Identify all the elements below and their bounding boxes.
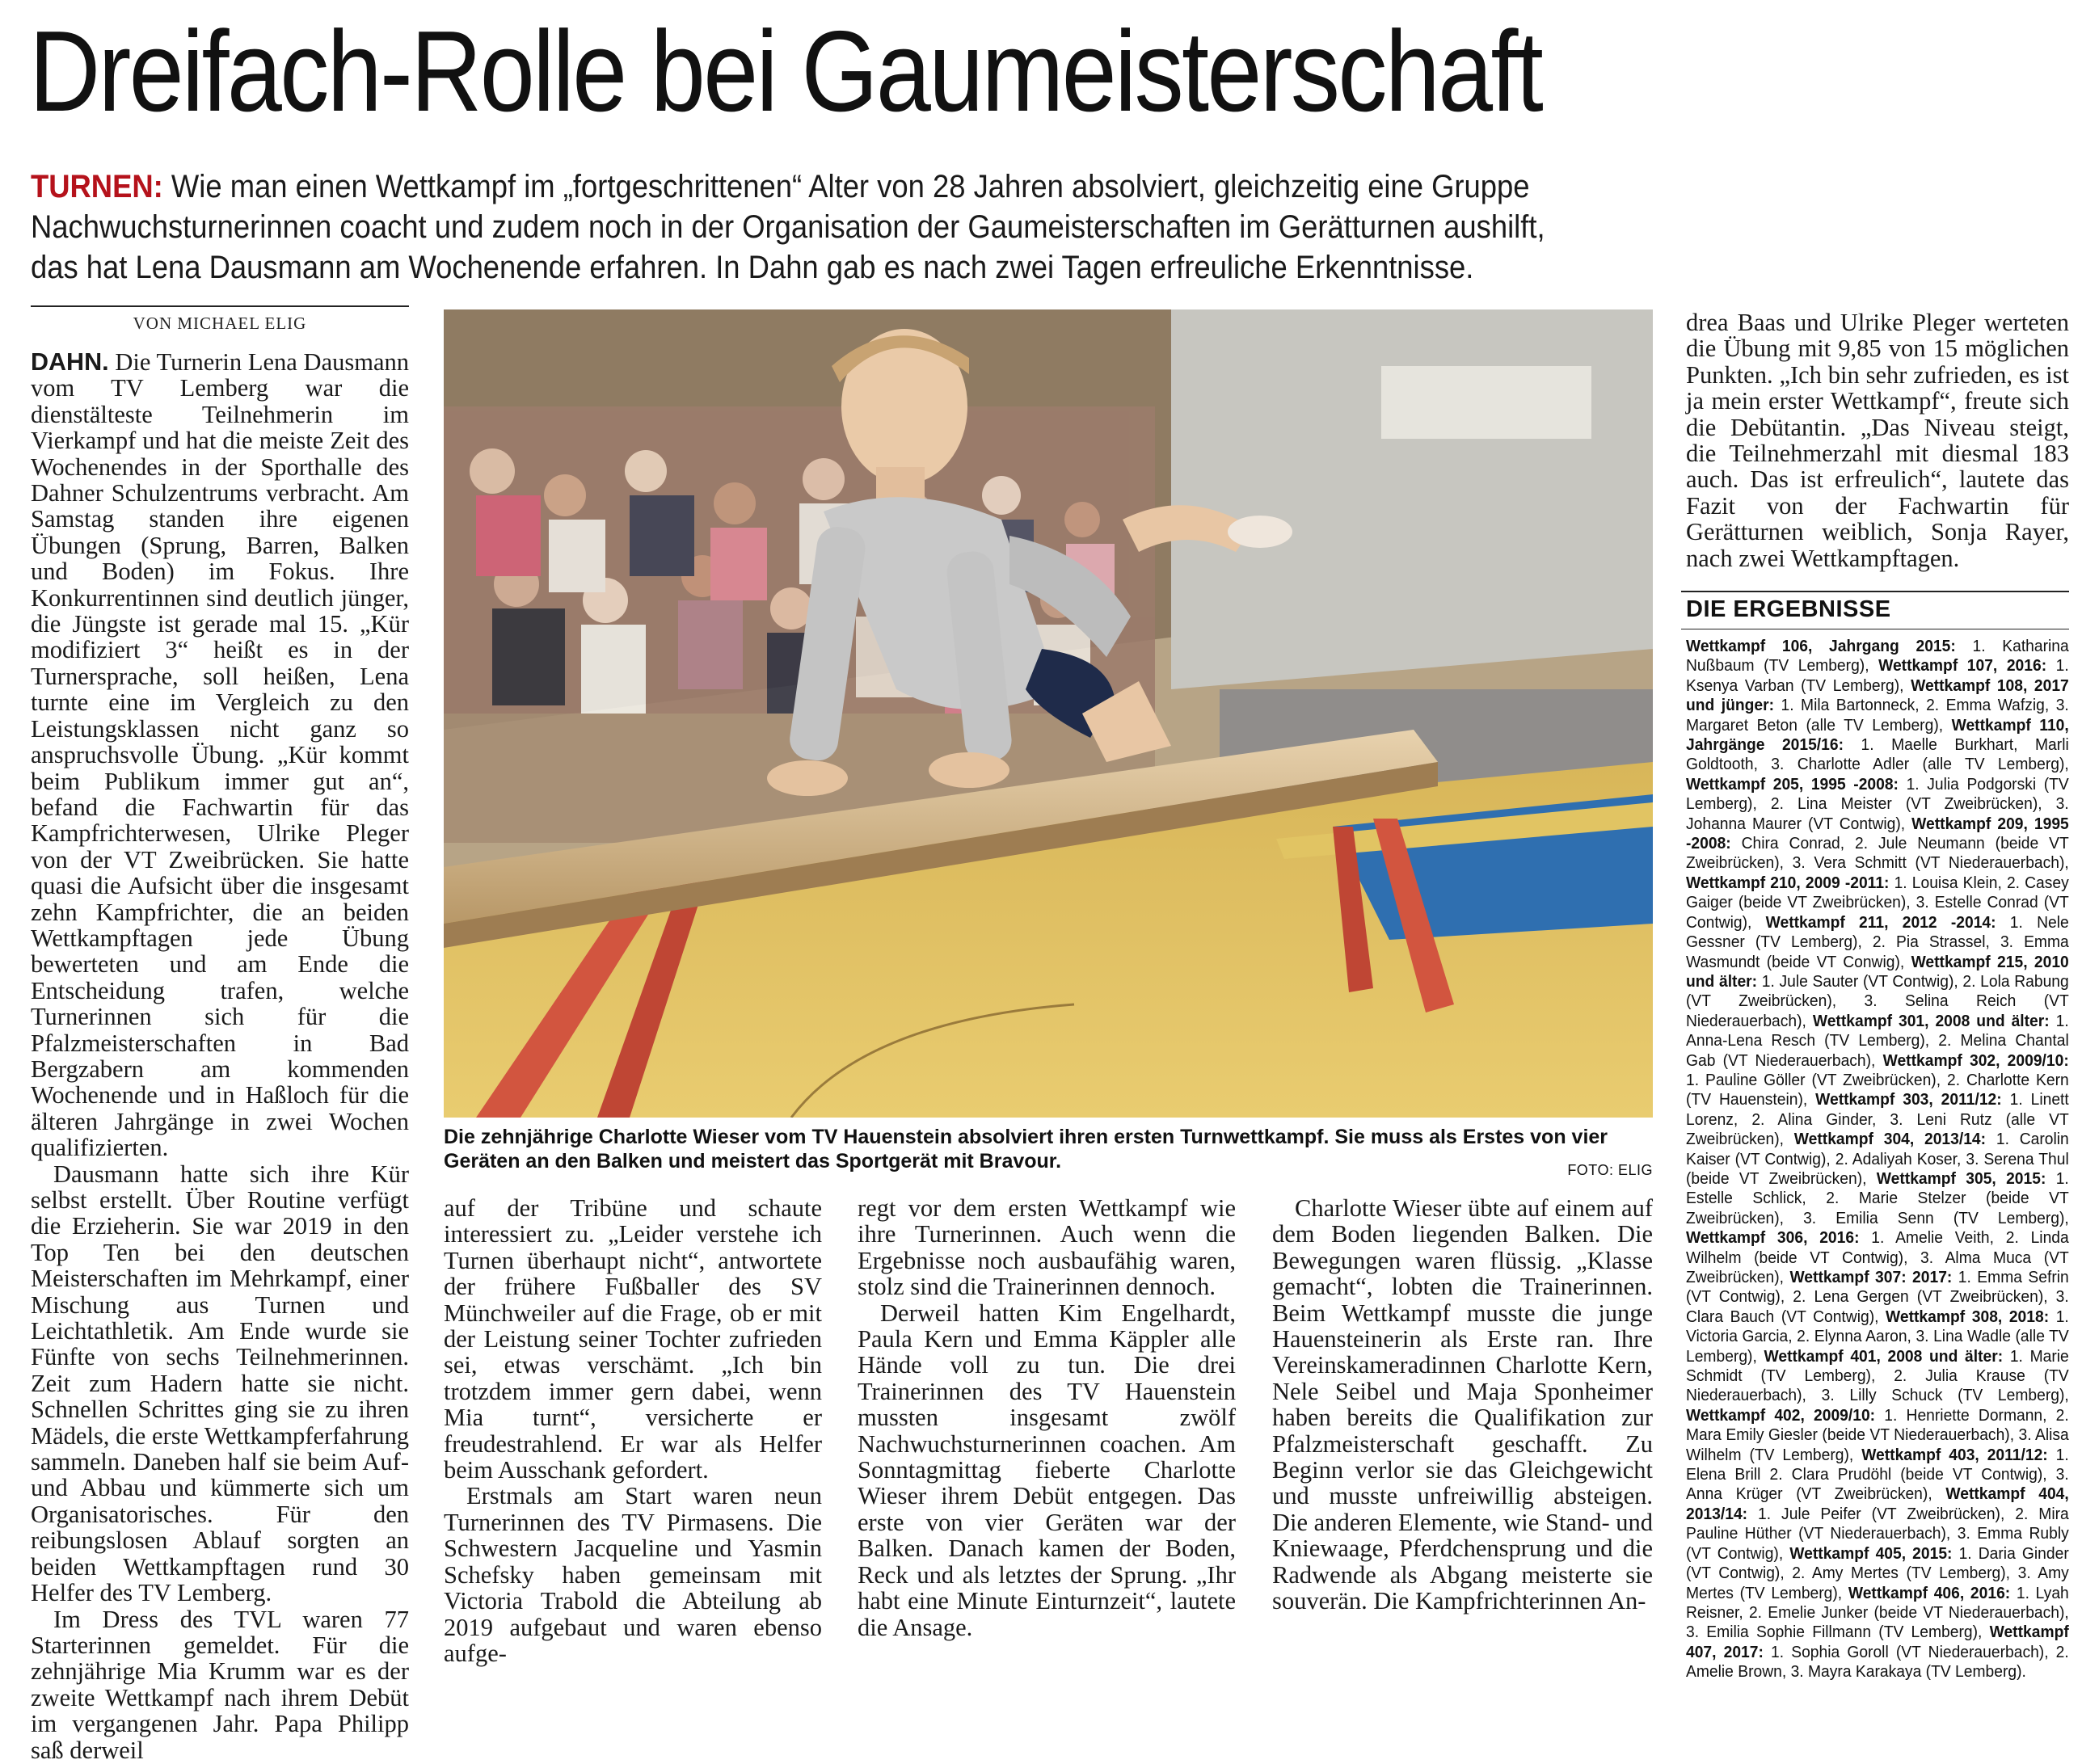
article-column-1 bbox=[31, 349, 409, 1763]
result-text: 1. Nele Gessner (TV Lemberg), 2. Pia Strassel, 3. Emma Wasmundt (beide VT Conwig), bbox=[1686, 912, 2069, 971]
result-label: Wettkampf 405, 2015: bbox=[1789, 1543, 1953, 1563]
result-label: Wettkampf 404, 2013/14: bbox=[1686, 1484, 2069, 1523]
byline: VON MICHAEL ELIG bbox=[133, 314, 307, 333]
gymnast-photo bbox=[444, 309, 1653, 1118]
result-label: Wettkampf 406, 2016: bbox=[1848, 1583, 2011, 1602]
result-label: Wettkampf 303, 2011/12: bbox=[1815, 1090, 2002, 1109]
result-text: 1. Lyah Reisner, 2. Emelie Junker (beide VT Niederauerbach), 3. Emilia Sophie Fillmann (TV Lemberg), bbox=[1686, 1583, 2069, 1642]
result-text: 1. Jule Sauter (VT Contwig), 2. Lola Rabung (VT Zweibrücken), 3. Selina Reich (VT Niederauerbach), bbox=[1686, 971, 2069, 1030]
results-list bbox=[1686, 637, 2069, 1682]
result-text: 1. Maelle Burkhart, Marli Goldtooth, 3. Charlotte Adler (alle TV Lemberg), bbox=[1686, 735, 2069, 774]
paragraph: drea Baas und Ulrike Pleger werteten die Übung mit 9,85 von 15 möglichen Punkten. „Ich bin sehr zufrieden, es ist ja mein erster Wettkampf“, freute sich die Debütantin. „Das Niveau steigt, die Teilnehmerzahl mit diesmal 183 auch. Das ist erfreulich“, lautete das Fazit von der Fachwartin für Gerätturnen weiblich, Sonja Rayer, nach zwei Wettkampftagen. bbox=[1686, 309, 2069, 572]
result-label: Wettkampf 209, 1995 -2008: bbox=[1686, 814, 2069, 853]
dateline: DAHN. bbox=[31, 348, 109, 376]
intro-text-1: Wie man einen Wettkampf im „fortgeschrittenen“ Alter von 28 Jahren absolviert, gleichzeitig eine Gruppe bbox=[171, 169, 1530, 204]
paragraph: Im Dress des TVL waren 77 Starterinnen gemeldet. Für die zehnjährige Mia Krumm war es der zweite Wettkampf nach ihrem Debüt im vergangenen Jahr. Papa Philipp saß derweil bbox=[31, 1605, 409, 1764]
paragraph: regt vor dem ersten Wettkampf wie ihre Turnerinnen. Auch wenn die Ergebnisse noch ausbaufähig waren, stolz sind die Trainerinnen dennoch. bbox=[858, 1194, 1236, 1301]
result-label: Wettkampf 304, 2013/14: bbox=[1793, 1130, 1987, 1149]
result-label: Wettkampf 205, 1995 -2008: bbox=[1686, 774, 1899, 794]
result-text: 1. Mila Bartonneck, 2. Emma Wafzig, 3. Margaret Beton (alle TV Lemberg), bbox=[1686, 696, 2069, 735]
result-text: 1. Daria Ginder (VT Contwig), 2. Amy Mertes (TV Lemberg), 3. Amy Mertes (TV Lemberg), bbox=[1686, 1543, 2069, 1602]
result-label: Wettkampf 210, 2009 -2011: bbox=[1686, 873, 1890, 892]
result-text: 1. Anna-Lena Resch (TV Lemberg), 2. Melina Chantal Gab (VT Niederauerbach), bbox=[1686, 1011, 2069, 1070]
headline: Dreifach-Rolle bei Gaumeisterschaft bbox=[29, 7, 1542, 136]
result-label: Wettkampf 211, 2012 -2014: bbox=[1765, 912, 1996, 932]
paragraph: Erstmals am Start waren neun Turnerinnen des TV Pirmasens. Die Schwestern Jacqueline und Yasmin Schefsky haben gemeinsam mit Victoria Trabold die Abteilung ab 2019 aufgebaut und waren ebenso aufge- bbox=[444, 1482, 822, 1667]
result-label: Wettkampf 403, 2011/12: bbox=[1861, 1445, 2048, 1464]
result-label: Wettkampf 108, 2017 und jünger: bbox=[1686, 676, 2069, 715]
result-label: Wettkampf 407, 2017: bbox=[1686, 1623, 2069, 1661]
result-text: 1. Henriette Dormann, 2. Mara Emily Giesler (beide VT Niederauerbach), 3. Alisa Wilhelm (TV Lemberg), bbox=[1686, 1405, 2069, 1464]
result-label: Wettkampf 305, 2015: bbox=[1876, 1168, 2046, 1188]
result-text: 1. Sophia Goroll (VT Niederauerbach), 2. Amelie Brown, 3. Mayra Karakaya (TV Lemberg). bbox=[1686, 1642, 2069, 1682]
result-label: Wettkampf 107, 2016: bbox=[1878, 656, 2047, 676]
result-text: 1. Jule Peifer (VT Zweibrücken), 2. Mira Pauline Hüther (VT Niederauerbach), 3. Emma Rubly (VT Contwig), bbox=[1686, 1504, 2069, 1563]
result-text: 1. Amelie Veith, 2. Linda Wilhelm (beide VT Contwig), 3. Alma Muca (VT Zweibrücken), bbox=[1686, 1228, 2069, 1286]
result-label: Wettkampf 307: 2017: bbox=[1789, 1268, 1953, 1286]
article-column-2 bbox=[444, 1195, 822, 1666]
intro-line-1 bbox=[31, 166, 1869, 207]
result-text: 1. Carolin Kaiser (VT Contwig), 2. Adaliyah Koser, 3. Serena Thul (beide VT Zweibrücken), bbox=[1686, 1130, 2069, 1188]
result-text: 1. Louisa Klein, 2. Casey Gaiger (beide VT Zweibrücken), 3. Estelle Conrad (VT Contwig), bbox=[1686, 873, 2069, 932]
result-label: Wettkampf 215, 2010 und älter: bbox=[1686, 952, 2069, 991]
paragraph: Dausmann hatte sich ihre Kür selbst erstellt. Über Routine verfügt die Erzieherin. Sie war 2019 in den Top Ten bei den deutschen Meisterschaften im Mehrkampf, einer Mischung aus Turnen und Leichtathletik. Am Ende wurde sie Fünfte von sechs Teilnehmerinnen. Zeit zum Hadern hatte sie nicht. Schnellen Schrittes ging sie zu ihren Mädels, die erste Wettkampferfahrung sammeln. Daneben half sie beim Auf- und Abbau und kümmerte sich um Organisatorisches. Für den reibungslosen Ablauf sorgten an beiden Wettkampftagen rund 30 Helfer des TV Lemberg. bbox=[31, 1160, 409, 1607]
photo-credit: FOTO: ELIG bbox=[1567, 1162, 1653, 1178]
result-text: 1. Katharina Nußbaum (TV Lemberg), bbox=[1686, 637, 2069, 676]
result-label: Wettkampf 106, Jahrgang 2015: bbox=[1686, 637, 1956, 655]
result-label: Wettkampf 308, 2018: bbox=[1886, 1307, 2050, 1326]
paragraph: auf der Tribüne und schaute interessiert zu. „Leider verstehe ich Turnen überhaupt nicht“, antwortete der frühere Fußballer des SV Münchweiler auf die Frage, ob er mit der Leistung seiner Tochter zufrieden sei, etwas verschämt. „Ich bin trotzdem immer gern dabei, wenn Mia turnt“, versicherte er freudestrahlend. Er war als Helfer beim Ausschank gefordert. bbox=[444, 1194, 822, 1484]
result-text: 1. Elena Brill 2. Clara Prudöhl (beide VT Contwig), 3. Anna Krüger (VT Zweibrücken), bbox=[1686, 1445, 2069, 1504]
result-text: Chira Conrad, 2. Jule Neumann (beide VT Zweibrücken), 3. Vera Schmitt (VT Niederauerbach), bbox=[1686, 834, 2069, 873]
result-text: 1. Emma Sefrin (VT Contwig), 2. Lena Gergen (VT Zweibrücken), 3. Clara Bauch (VT Contwig), bbox=[1686, 1268, 2069, 1326]
article-column-4 bbox=[1272, 1195, 1653, 1615]
result-label: Wettkampf 301, 2008 und älter: bbox=[1812, 1011, 2050, 1030]
result-text: 1. Estelle Schlick, 2. Marie Stelzer (beide VT Zweibrücken), 3. Emilia Senn (TV Lemberg), bbox=[1686, 1168, 2069, 1227]
result-label: Wettkampf 402, 2009/10: bbox=[1686, 1405, 1876, 1425]
result-label: Wettkampf 110, Jahrgänge 2015/16: bbox=[1686, 715, 2069, 755]
result-label: Wettkampf 401, 2008 und älter: bbox=[1764, 1346, 2004, 1366]
intro-line-3: das hat Lena Dausmann am Wochenende erfahren. In Dahn gab es nach zwei Tagen erfreuliche Erkenntnisse. bbox=[31, 250, 1474, 285]
paragraph-text: Die Turnerin Lena Dausmann vom TV Lemberg war die dienstälteste Teilnehmerin im Vierkampf und hat die meiste Zeit des Wochenendes in der Sporthalle des Dahner Schulzentrums verbracht. Am Samstag standen ihre eigenen Übungen (Sprung, Barren, Balken und Boden) im Fokus. Ihre Konkurrentinnen sind deutlich jünger, die Jüngste ist gerade mal 15. „Kür modifiziert 3“ heißt es in der Turnersprache, soll heißen, Lena turnte eine im Vergleich zu den Leistungsklassen nicht ganz so anspruchsvolle Übung. „Kür kommt beim Publikum immer gut an“, befand die Fachwartin für das Kampfrichterwesen, Ulrike Pleger von der VT Zweibrücken. Sie hatte quasi die Aufsicht über die insgesamt zehn Kampfrichter, die an beiden Wettkampftagen jede Übung bewerteten und am Ende die Entscheidung trafen, welche Turnerinnen sich für die Pfalzmeisterschaften in Bad Bergzabern am kommenden Wochenende und in Haßloch für die älteren Jahrgänge in zwei Wochen qualifizierten. bbox=[31, 348, 409, 1162]
byline-rule bbox=[31, 305, 409, 307]
paragraph: Derweil hatten Kim Engelhardt, Paula Kern und Emma Käppler alle Hände voll zu tun. Die drei Trainerinnen des TV Hauenstein mussten insgesamt zwölf Nachwuchsturnerinnen coachen. Am Sonntagmittag fieberte Charlotte Wieser ihrem Debüt entgegen. Das erste von vier Geräten war der Balken. Danach kamen der Boden, Reck und als letztes der Sprung. „Ihr habt eine Minute Einturnzeit“, lautete die Ansage. bbox=[858, 1299, 1236, 1641]
gymnast-photo-illustration bbox=[444, 309, 1653, 1118]
result-label: Wettkampf 306, 2016: bbox=[1686, 1228, 1860, 1248]
result-text: 1. Pauline Göller (VT Zweibrücken), 2. Charlotte Kern (TV Hauenstein), bbox=[1686, 1070, 2069, 1109]
results-title: DIE ERGEBNISSE bbox=[1686, 596, 1891, 622]
paragraph bbox=[31, 349, 409, 1161]
intro bbox=[31, 166, 2051, 288]
result-text: 1. Marie Schmidt (TV Lemberg), 2. Julia Krause (TV Niederauerbach), 3. Lilly Schuck (TV Lemberg), bbox=[1686, 1346, 2069, 1405]
intro-line-2: Nachwuchsturnerinnen coacht und zudem noch in der Organisation der Gaumeisterschaften im Gerätturnen aushilft, bbox=[31, 209, 1545, 245]
result-text: 1. Victoria Garcia, 2. Elynna Aaron, 3. Lina Wadle (alle TV Lemberg), bbox=[1686, 1307, 2069, 1366]
photo-caption: Die zehnjährige Charlotte Wieser vom TV Hauenstein absolviert ihren ersten Turnwettkampf. Sie muss als Erstes von vier Geräten an den Balken und meistert das Sportgerät mit Bravour. bbox=[444, 1126, 1608, 1172]
intro-kicker: TURNEN: bbox=[31, 169, 163, 204]
result-text: 1. Linett Lorenz, 2. Alina Ginder, 3. Leni Rutz (alle VT Zweibrücken), bbox=[1686, 1090, 2069, 1149]
results-rule bbox=[1681, 591, 2069, 592]
result-text: 1. Ksenya Varban (TV Lemberg), bbox=[1686, 656, 2069, 695]
paragraph: Charlotte Wieser übte auf einem auf dem Boden liegenden Balken. Die Bewegungen waren flüssig. „Klasse gemacht“, lobten die Trainerinnen. Beim Wettkampf musste die junge Hauensteinerin als Erste ran. Ihre Vereinskameradinnen Charlotte Kern, Nele Seibel und Maja Sponheimer haben bereits die Qualifikation zur Pfalzmeisterschaft geschafft. Zu Beginn verlor sie das Gleichgewicht und musste unfreiwillig absteigen. Die anderen Elemente, wie Stand- und Kniewaage, Pferdchensprung und die Radwende als Abgang meisterte sie souverän. Die Kampfrichterinnen An- bbox=[1272, 1194, 1653, 1615]
result-label: Wettkampf 302, 2009/10: bbox=[1882, 1050, 2069, 1070]
article-column-3 bbox=[858, 1195, 1236, 1640]
article-column-5 bbox=[1686, 309, 2069, 571]
result-text: 1. Julia Podgorski (TV Lemberg), 2. Lina Meister (VT Zweibrücken), 3. Johanna Maurer (VT Contwig), bbox=[1686, 774, 2069, 833]
